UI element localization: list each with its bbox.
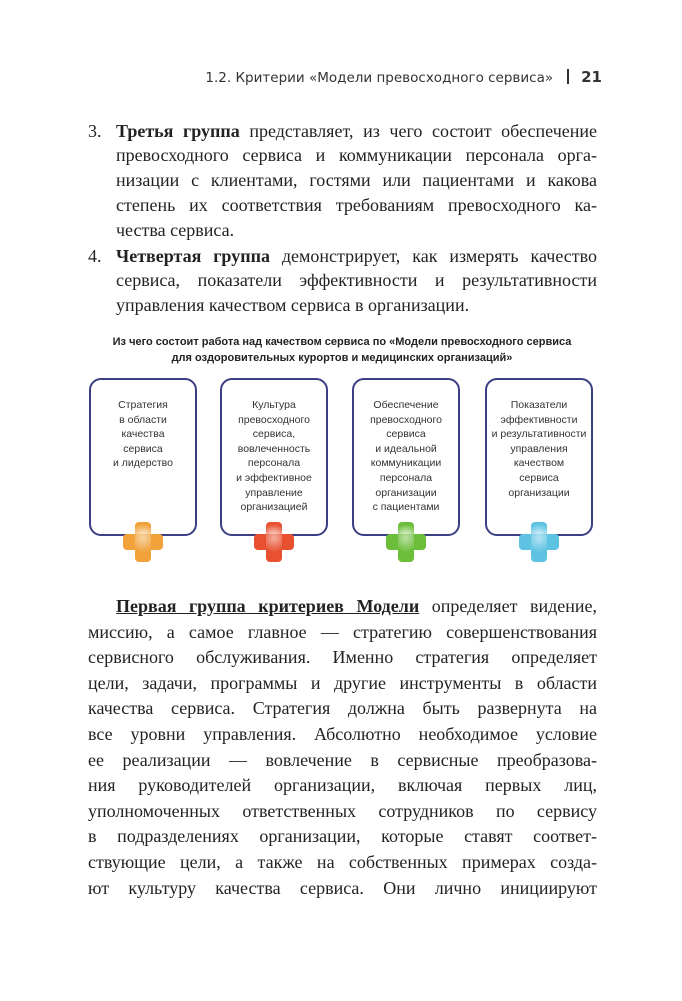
paragraph-line: ее реализации — вовлечение в сервисные преобразова-: [88, 749, 597, 770]
running-title: 1.2. Критерии «Модели превосходного сервиса»: [205, 70, 554, 86]
diagram-box-text: Культура превосходного сервиса, вовлеченность персонала и эффективное управление организацией: [236, 399, 312, 514]
diagram-box-text: Показатели эффективности и результативности управления качеством сервиса организации: [491, 399, 587, 499]
list-item-lead: Третья группа: [116, 121, 240, 141]
list-item-line: чества сервиса.: [116, 220, 235, 240]
paragraph-line: сервисного обслуживания. Именно стратегия определяет: [88, 647, 597, 668]
list-item-line: Третья группа представляет, из чего состоит обеспечение: [116, 121, 597, 141]
paragraph-line: ют культуру качества сервиса. Они лично инициируют: [88, 877, 597, 898]
plus-cross-icon: [519, 522, 559, 562]
list-item-line: управления качеством сервиса в организации.: [116, 295, 470, 315]
paragraph-lead: Первая группа критериев Модели: [116, 596, 420, 616]
diagram-box-text: Обеспечение превосходного сервиса и идеальной коммуникации персонала организации с пациентами: [370, 399, 442, 514]
diagram-box: [485, 378, 593, 536]
list-number: 3.: [88, 121, 102, 141]
list-item-line: превосходного сервиса и коммуникации персонала орга-: [116, 145, 597, 165]
list-item-line: степень их соответствия требованиям превосходного ка-: [116, 195, 597, 215]
paragraph-line: цели, задачи, программы и другие инструменты в области: [88, 672, 597, 693]
paragraph-line: качества сервиса. Стратегия должна быть развернута на: [88, 698, 597, 719]
plus-cross-icon: [123, 522, 163, 562]
list-item-lead: Четвертая группа: [116, 246, 270, 266]
page-number: 21: [581, 68, 602, 86]
plus-cross-icon: [386, 522, 426, 562]
diagram-box: [89, 378, 197, 536]
paragraph-line: ния руководителей организации, включая первых лиц,: [88, 775, 597, 796]
list-item-line: сервиса, показатели эффективности и результативности: [116, 270, 597, 290]
running-header: [0, 68, 602, 87]
plus-cross-icon: [254, 522, 294, 562]
diagram-box: [352, 378, 460, 536]
paragraph-line: Первая группа критериев Модели определяет видение,: [116, 596, 598, 616]
paragraph-line: все уровни управления. Абсолютно необходимое условие: [88, 724, 597, 744]
diagram-box: [220, 378, 328, 536]
paragraph-line: ствующие цели, а также на собственных примерах созда-: [88, 852, 597, 872]
header-divider: [567, 69, 569, 84]
diagram-title: Из чего состоит работа над качеством сервиса по «Модели превосходного сервиса для оздоровительных курортов и медицинских организаций»: [112, 336, 572, 364]
list-item-line: Четвертая группа демонстрирует, как измерять качество: [116, 246, 597, 266]
paragraph-line: уполномоченных ответственных сотрудников по сервису: [88, 800, 597, 821]
paragraph-line: миссию, а самое главное — стратегию совершенствования: [88, 621, 597, 642]
list-item-line: низации с клиентами, гостями или пациентами и какова: [116, 170, 597, 190]
list-number: 4.: [88, 246, 102, 266]
diagram-box-text: Стратегия в области качества сервиса и лидерство: [113, 399, 173, 470]
paragraph-line: в подразделениях организации, которые ставят соответ-: [88, 826, 597, 847]
